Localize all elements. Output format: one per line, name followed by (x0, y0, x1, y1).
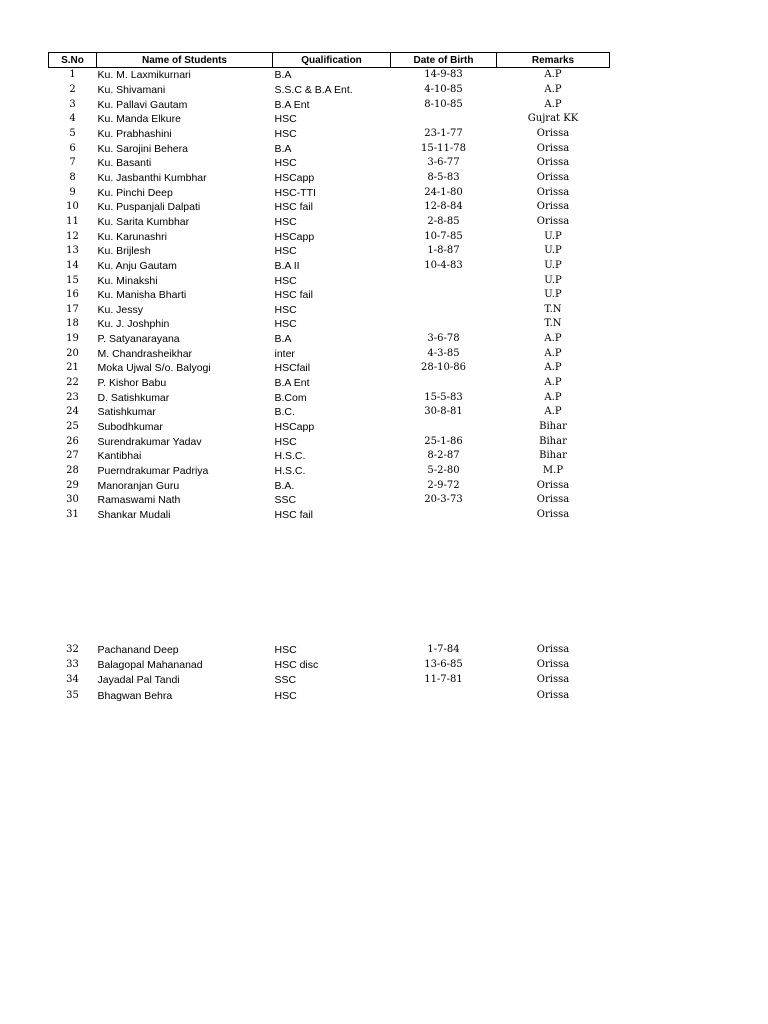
cell-dob: 4-10-85 (424, 83, 463, 95)
cell-name: Bhagwan Behra (97, 689, 173, 702)
cell-remarks: Bihar (539, 421, 567, 433)
cell-qualification: SSC (274, 494, 297, 507)
cell-sno: 32 (66, 643, 79, 655)
cell-dob: 8-5-83 (427, 171, 460, 183)
table-body-continued (49, 642, 610, 703)
cell-dob (391, 273, 497, 288)
cell-dob: 5-2-80 (427, 465, 460, 477)
cell-sno: 12 (66, 230, 79, 242)
cell-qualification: HSCfail (274, 362, 311, 375)
cell-sno: 31 (66, 509, 79, 521)
students-table (48, 52, 610, 703)
cell-sno: 13 (66, 245, 79, 257)
cell-dob: 10-7-85 (424, 230, 463, 242)
cell-dob: 2-8-85 (427, 215, 460, 227)
cell-qualification: inter (274, 347, 295, 360)
table-row (49, 244, 610, 259)
cell-remarks: Orissa (536, 142, 570, 154)
cell-qualification: HSC (274, 689, 297, 702)
table-row (49, 200, 610, 215)
cell-remarks: A.P (544, 391, 562, 403)
cell-remarks: Bihar (539, 435, 567, 447)
cell-sno: 26 (66, 435, 79, 447)
table-row (49, 288, 610, 303)
cell-qualification: B.A Ent (274, 98, 310, 111)
cell-qualification: HSC (274, 435, 297, 448)
cell-name: Manoranjan Guru (97, 479, 180, 492)
cell-qualification: B.C. (274, 406, 295, 419)
cell-name: Subodhkumar (97, 421, 163, 434)
cell-name: Puerndrakumar Padriya (97, 465, 209, 478)
cell-sno: 33 (66, 659, 79, 671)
table-row (49, 346, 610, 361)
cell-remarks: Orissa (536, 643, 570, 655)
cell-sno: 7 (69, 157, 76, 169)
table-row (49, 171, 610, 186)
cell-dob: 3-6-77 (427, 157, 460, 169)
cell-qualification: B.A Ent (274, 377, 310, 390)
cell-sno: 14 (66, 259, 79, 271)
cell-dob (391, 112, 497, 127)
cell-sno: 6 (69, 142, 76, 154)
cell-sno: 2 (69, 83, 76, 95)
table-row (49, 215, 610, 230)
table-row (49, 317, 610, 332)
cell-dob (391, 317, 497, 332)
table-row (49, 127, 610, 142)
table-row (49, 332, 610, 347)
cell-dob: 23-1-77 (424, 127, 463, 139)
cell-remarks: A.P (544, 362, 562, 374)
cell-name: P. Satyanarayana (97, 333, 180, 346)
cell-name: Ku. Manda Elkure (97, 113, 181, 126)
table-row (49, 405, 610, 420)
cell-sno: 3 (69, 98, 76, 110)
cell-remarks: U.P (544, 245, 562, 257)
cell-sno: 35 (66, 689, 79, 701)
cell-name: Ku. Basanti (97, 157, 152, 170)
table-body (49, 68, 610, 523)
table-row (49, 390, 610, 405)
cell-name: Ku. Jasbanthi Kumbhar (97, 171, 207, 184)
cell-remarks: Orissa (536, 201, 570, 213)
cell-remarks: Orissa (536, 157, 570, 169)
cell-remarks: Orissa (536, 674, 570, 686)
cell-qualification: S.S.C & B.A Ent. (274, 83, 353, 96)
cell-remarks: Orissa (536, 215, 570, 227)
cell-dob: 15-11-78 (421, 142, 466, 154)
cell-sno: 25 (66, 421, 79, 433)
cell-name: Jayadal Pal Tandi (97, 674, 180, 687)
cell-qualification: H.S.C. (274, 450, 306, 463)
cell-name: D. Satishkumar (97, 391, 170, 404)
cell-remarks: A.P (544, 406, 562, 418)
cell-qualification: B.A (274, 142, 292, 155)
cell-sno: 34 (66, 674, 79, 686)
cell-sno: 19 (66, 333, 79, 345)
cell-qualification: B.Com (274, 391, 307, 404)
cell-dob (391, 376, 497, 391)
cell-qualification: HSC (274, 303, 297, 316)
cell-name: Ramaswami Nath (97, 494, 181, 507)
cell-dob (391, 288, 497, 303)
cell-sno: 11 (66, 215, 79, 227)
cell-dob: 3-6-78 (427, 333, 460, 345)
cell-remarks: Orissa (536, 127, 570, 139)
cell-dob (391, 420, 497, 435)
cell-sno: 24 (66, 406, 79, 418)
cell-name: Surendrakumar Yadav (97, 435, 202, 448)
cell-dob (391, 508, 497, 523)
cell-name: Ku. Prabhashini (97, 127, 172, 140)
cell-remarks: Gujrat KK (527, 113, 579, 125)
cell-qualification: B.A (274, 333, 292, 346)
cell-dob: 12-8-84 (424, 201, 463, 213)
table-row (49, 673, 610, 688)
cell-remarks: A.P (544, 69, 562, 81)
cell-dob: 1-7-84 (427, 643, 460, 655)
cell-name: M. Chandrasheikhar (97, 347, 193, 360)
cell-dob: 8-2-87 (427, 450, 460, 462)
table-row (49, 259, 610, 274)
cell-name: Ku. Manisha Bharti (97, 289, 187, 302)
cell-sno: 1 (69, 69, 76, 81)
cell-name: Shankar Mudali (97, 509, 171, 522)
cell-dob: 14-9-83 (424, 69, 463, 81)
table-row (49, 478, 610, 493)
cell-name: Ku. Jessy (97, 303, 144, 316)
cell-qualification: HSC (274, 127, 297, 140)
cell-name: Ku. Anju Gautam (97, 259, 177, 272)
cell-qualification: HSC-TTI (274, 186, 316, 199)
cell-name: Ku. Sarita Kumbhar (97, 215, 190, 228)
cell-qualification: HSC (274, 245, 297, 258)
cell-name: Ku. Shivamani (97, 83, 166, 96)
header-name: Name of Students (97, 53, 273, 68)
cell-qualification: HSC (274, 157, 297, 170)
cell-dob: 2-9-72 (427, 479, 460, 491)
cell-dob: 25-1-86 (424, 435, 463, 447)
cell-sno: 16 (66, 289, 79, 301)
cell-sno: 15 (66, 274, 79, 286)
table-row (49, 449, 610, 464)
cell-dob: 11-7-81 (424, 674, 463, 686)
cell-name: Kantibhai (97, 450, 142, 463)
cell-qualification: HSC (274, 274, 297, 287)
cell-dob: 8-10-85 (424, 98, 463, 110)
table-row (49, 688, 610, 703)
cell-dob (391, 688, 497, 703)
cell-name: Ku. Karunashri (97, 230, 167, 243)
cell-remarks: M.P (542, 465, 564, 477)
cell-name: Satishkumar (97, 406, 156, 419)
cell-remarks: U.P (544, 230, 562, 242)
cell-qualification: HSC fail (274, 289, 314, 302)
cell-sno: 21 (66, 362, 79, 374)
cell-name: Balagopal Mahananad (97, 659, 203, 672)
cell-name: Pachanand Deep (97, 643, 179, 656)
table-row (49, 303, 610, 318)
cell-remarks: Orissa (536, 186, 570, 198)
cell-name: Ku. Puspanjali Dalpati (97, 201, 201, 214)
table-row (49, 376, 610, 391)
table-row (49, 97, 610, 112)
cell-dob: 10-4-83 (424, 259, 463, 271)
header-sno: S.No (49, 53, 97, 68)
cell-remarks: Bihar (539, 450, 567, 462)
cell-dob: 15-5-83 (424, 391, 463, 403)
cell-qualification: HSC (274, 215, 297, 228)
cell-dob: 13-6-85 (424, 659, 463, 671)
cell-sno: 10 (66, 201, 79, 213)
cell-qualification: HSC (274, 113, 297, 126)
table-row (49, 83, 610, 98)
cell-remarks: A.P (544, 98, 562, 110)
cell-dob: 28-10-86 (421, 362, 466, 374)
table-header (49, 53, 610, 68)
students-sheet (48, 52, 610, 703)
table-row (49, 658, 610, 673)
cell-qualification: HSCapp (274, 230, 315, 243)
cell-dob (391, 303, 497, 318)
table-row (49, 642, 610, 657)
cell-remarks: A.P (544, 83, 562, 95)
table-row (49, 464, 610, 479)
cell-remarks: U.P (544, 289, 562, 301)
cell-name: Ku. Sarojini Behera (97, 142, 188, 155)
cell-sno: 22 (66, 377, 79, 389)
cell-qualification: H.S.C. (274, 465, 306, 478)
header-row (49, 53, 610, 68)
cell-dob: 30-8-81 (424, 406, 463, 418)
header-qualification: Qualification (273, 53, 391, 68)
cell-qualification: B.A II (274, 259, 300, 272)
cell-name: Ku. M. Laxmikurnari (97, 69, 191, 82)
cell-sno: 9 (69, 186, 76, 198)
table-row (49, 229, 610, 244)
cell-sno: 5 (69, 127, 76, 139)
cell-sno: 8 (69, 171, 76, 183)
cell-remarks: Orissa (536, 509, 570, 521)
table-row (49, 141, 610, 156)
cell-remarks: A.P (544, 333, 562, 345)
cell-remarks: T.N (544, 318, 562, 330)
cell-name: P. Kishor Babu (97, 377, 167, 390)
cell-qualification: HSC (274, 318, 297, 331)
cell-sno: 17 (66, 303, 79, 315)
cell-name: Ku. J. Joshphin (97, 318, 170, 331)
table-row (49, 493, 610, 508)
cell-sno: 28 (66, 465, 79, 477)
cell-sno: 18 (66, 318, 79, 330)
cell-qualification: HSC (274, 643, 297, 656)
cell-remarks: Orissa (536, 689, 570, 701)
header-dob: Date of Birth (391, 53, 497, 68)
cell-sno: 27 (66, 450, 79, 462)
cell-remarks: Orissa (536, 171, 570, 183)
cell-qualification: B.A. (274, 479, 295, 492)
cell-qualification: HSCapp (274, 421, 315, 434)
cell-sno: 23 (66, 391, 79, 403)
table-row (49, 361, 610, 376)
cell-qualification: HSC fail (274, 201, 314, 214)
cell-remarks: U.P (544, 259, 562, 271)
cell-dob: 4-3-85 (427, 347, 460, 359)
table-row (49, 508, 610, 523)
cell-remarks: Orissa (536, 659, 570, 671)
cell-qualification: HSCapp (274, 171, 315, 184)
cell-sno: 30 (66, 494, 79, 506)
cell-dob: 24-1-80 (424, 186, 463, 198)
cell-qualification: HSC disc (274, 659, 319, 672)
cell-dob: 20-3-73 (424, 494, 463, 506)
cell-qualification: HSC fail (274, 509, 314, 522)
blank-row (49, 522, 610, 642)
cell-sno: 29 (66, 479, 79, 491)
cell-sno: 20 (66, 347, 79, 359)
cell-qualification: SSC (274, 674, 297, 687)
cell-remarks: T.N (544, 303, 562, 315)
cell-qualification: B.A (274, 69, 292, 82)
cell-name: Ku. Minakshi (97, 274, 158, 287)
cell-name: Ku. Pinchi Deep (97, 186, 173, 199)
table-row (49, 420, 610, 435)
table-row (49, 185, 610, 200)
table-row (49, 273, 610, 288)
cell-name: Ku. Pallavi Gautam (97, 98, 188, 111)
cell-remarks: Orissa (536, 479, 570, 491)
table-gap (49, 522, 610, 642)
cell-name: Moka Ujwal S/o. Balyogi (97, 362, 211, 375)
cell-remarks: U.P (544, 274, 562, 286)
cell-remarks: Orissa (536, 494, 570, 506)
cell-dob: 1-8-87 (427, 245, 460, 257)
table-row (49, 68, 610, 83)
cell-name: Ku. Brijlesh (97, 245, 151, 258)
cell-sno: 4 (69, 113, 76, 125)
table-row (49, 156, 610, 171)
table-row (49, 112, 610, 127)
header-remarks: Remarks (497, 53, 610, 68)
cell-remarks: A.P (544, 347, 562, 359)
table-row (49, 434, 610, 449)
cell-remarks: A.P (544, 377, 562, 389)
